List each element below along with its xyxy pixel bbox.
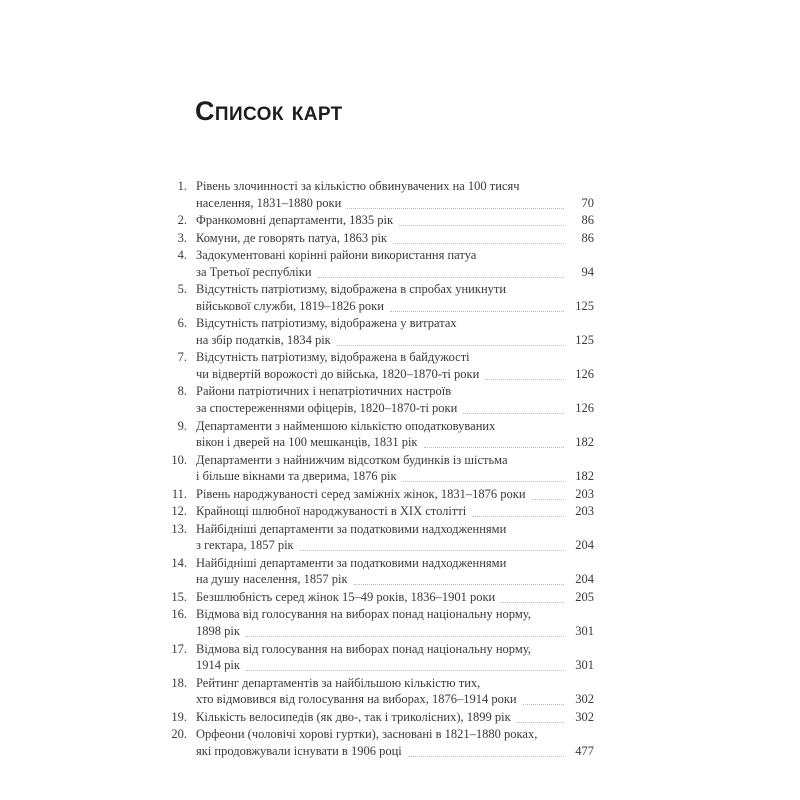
item-text-line: Райони патріотичних і непатріотичних настроїв [196, 384, 452, 399]
toc-item [170, 521, 594, 555]
page-title: Список карт [195, 96, 343, 127]
dot-leader [354, 571, 564, 585]
dot-leader [485, 366, 564, 380]
item-content [196, 452, 594, 486]
toc-item [170, 230, 594, 248]
item-content [196, 486, 594, 504]
item-text-line: Відмова від голосування на виборах понад національну норму, [196, 607, 531, 622]
page-number: 86 [581, 230, 594, 245]
dot-leader [337, 332, 564, 346]
item-number: 13. [171, 521, 187, 536]
dot-leader [472, 503, 564, 517]
item-number: 19. [171, 709, 187, 724]
dot-leader [318, 264, 564, 278]
item-content [196, 349, 594, 383]
item-content [196, 418, 594, 452]
page-number: 203 [575, 486, 594, 501]
item-text-line: Департаменти з найменшою кількістю оподатковуваних [196, 418, 496, 433]
item-number: 6. [177, 316, 187, 331]
item-number: 15. [171, 589, 187, 604]
item-content [196, 315, 594, 349]
item-content [196, 503, 594, 521]
item-text-line: Найбідніші департаменти за податковими надходженнями [196, 521, 507, 536]
item-text-line: Крайнощі шлюбної народжуваності в XIX столітті [196, 504, 467, 519]
item-text-line: на душу населення, 1857 рік [196, 572, 348, 587]
item-number: 17. [171, 641, 187, 656]
dot-leader [390, 298, 564, 312]
page-number: 70 [581, 195, 594, 210]
dot-leader [347, 195, 564, 209]
item-content [196, 709, 594, 727]
item-number: 2. [177, 213, 187, 228]
toc-item [170, 452, 594, 486]
item-number: 9. [177, 418, 187, 433]
page-number: 182 [575, 469, 594, 484]
page-number: 302 [575, 692, 594, 707]
page-number: 205 [575, 589, 594, 604]
item-text-line: Відмова від голосування на виборах понад національну норму, [196, 641, 531, 656]
page-number: 204 [575, 538, 594, 553]
item-text-line: 1898 рік [196, 624, 240, 639]
item-content [196, 606, 594, 640]
item-text-line: Орфеони (чоловічі хорові гуртки), засновані в 1821–1880 роках, [196, 727, 538, 742]
toc-item [170, 349, 594, 383]
item-text-line: хто відмовився від голосування на виборах, 1876–1914 роки [196, 692, 517, 707]
toc-item [170, 418, 594, 452]
item-text-line: Рейтинг департаментів за найбільшою кількістю тих, [196, 675, 481, 690]
item-last-line [196, 212, 594, 230]
toc-item [170, 675, 594, 709]
item-last-line [196, 400, 594, 418]
item-number: 3. [177, 230, 187, 245]
item-number: 20. [171, 727, 187, 742]
item-last-line [196, 657, 594, 675]
item-last-line [196, 691, 594, 709]
dot-leader [463, 400, 564, 414]
dot-leader [399, 212, 564, 226]
toc-item [170, 281, 594, 315]
item-content [196, 589, 594, 607]
item-text-line: вікон і дверей на 100 мешканців, 1831 рік [196, 435, 418, 450]
dot-leader [501, 589, 564, 603]
page-number: 301 [575, 658, 594, 673]
item-text-line: Франкомовні департаменти, 1835 рік [196, 213, 394, 228]
item-content [196, 178, 594, 212]
item-last-line [196, 298, 594, 316]
item-content [196, 675, 594, 709]
item-text-line: Комуни, де говорять патуа, 1863 рік [196, 230, 387, 245]
toc-item [170, 555, 594, 589]
item-last-line [196, 332, 594, 350]
page-number: 477 [575, 743, 594, 758]
item-content [196, 521, 594, 555]
dot-leader [300, 537, 564, 551]
dot-leader [246, 657, 564, 671]
item-last-line [196, 503, 594, 521]
page-number: 182 [575, 435, 594, 450]
dot-leader [246, 623, 564, 637]
item-content [196, 383, 594, 417]
page-number: 203 [575, 504, 594, 519]
dot-leader [393, 230, 564, 244]
item-content [196, 726, 594, 760]
item-text-line: Кількість велосипедів (як дво-, так і триколісних), 1899 рік [196, 709, 511, 724]
item-last-line [196, 537, 594, 555]
item-text-line: Департаменти з найнижчим відсотком будинків із шістьма [196, 452, 508, 467]
item-last-line [196, 743, 594, 761]
item-content [196, 247, 594, 281]
item-content [196, 641, 594, 675]
toc-item [170, 709, 594, 727]
item-last-line [196, 623, 594, 641]
item-content [196, 230, 594, 248]
toc-item [170, 383, 594, 417]
item-text-line: чи відвертій ворожості до війська, 1820–1870-ті роки [196, 366, 480, 381]
item-number: 7. [177, 350, 187, 365]
item-last-line [196, 434, 594, 452]
item-text-line: 1914 рік [196, 658, 240, 673]
item-text-line: з гектара, 1857 рік [196, 538, 294, 553]
toc-item [170, 178, 594, 212]
dot-leader [424, 434, 564, 448]
item-last-line [196, 571, 594, 589]
item-last-line [196, 486, 594, 504]
toc-item [170, 212, 594, 230]
dot-leader [523, 691, 564, 705]
item-text-line: Рівень народжуваності серед заміжніх жінок, 1831–1876 роки [196, 486, 526, 501]
item-text-line: населення, 1831–1880 роки [196, 195, 342, 210]
item-number: 4. [177, 248, 187, 263]
item-text-line: і більше вікнами та дверима, 1876 рік [196, 469, 397, 484]
item-text-line: Безшлюбність серед жінок 15–49 років, 1836–1901 роки [196, 589, 496, 604]
toc-item [170, 315, 594, 349]
item-number: 1. [177, 179, 187, 193]
toc-item [170, 589, 594, 607]
toc-item [170, 503, 594, 521]
item-text-line: військової служби, 1819–1826 роки [196, 298, 384, 313]
dot-leader [532, 486, 564, 500]
item-text-line: за Третьої республіки [196, 264, 312, 279]
item-text-line: Рівень злочинності за кількістю обвинувачених на 100 тисяч [196, 179, 520, 193]
item-text-line: Відсутність патріотизму, відображена у витратах [196, 316, 457, 331]
toc-item [170, 726, 594, 760]
item-text-line: за спостереженнями офіцерів, 1820–1870-ті роки [196, 401, 458, 416]
item-number: 10. [171, 452, 187, 467]
dot-leader [517, 709, 564, 723]
item-text-line: Найбідніші департаменти за податковими надходженнями [196, 555, 507, 570]
item-text-line: на збір податків, 1834 рік [196, 332, 331, 347]
item-last-line [196, 264, 594, 282]
item-number: 11. [171, 486, 187, 501]
item-last-line [196, 709, 594, 727]
toc-item [170, 641, 594, 675]
toc-item [170, 486, 594, 504]
item-number: 8. [177, 384, 187, 399]
page-number: 86 [581, 213, 594, 228]
item-last-line [196, 195, 594, 213]
page-number: 126 [575, 401, 594, 416]
page-number: 301 [575, 624, 594, 639]
page-number: 125 [575, 298, 594, 313]
page-number: 94 [581, 264, 594, 279]
item-last-line [196, 230, 594, 248]
item-text-line: Відсутність патріотизму, відображена в байдужості [196, 350, 470, 365]
item-content [196, 281, 594, 315]
item-text-line: які продовжували існувати в 1906 році [196, 743, 402, 758]
item-number: 16. [171, 607, 187, 622]
item-content [196, 555, 594, 589]
item-last-line [196, 366, 594, 384]
page-number: 126 [575, 366, 594, 381]
item-number: 12. [171, 504, 187, 519]
item-content [196, 212, 594, 230]
page-number: 302 [575, 709, 594, 724]
item-number: 5. [177, 282, 187, 297]
item-last-line [196, 589, 594, 607]
item-last-line [196, 468, 594, 486]
item-number: 14. [171, 555, 187, 570]
toc-item [170, 606, 594, 640]
dot-leader [408, 743, 564, 757]
item-text-line: Задокументовані корінні райони використання патуа [196, 248, 477, 263]
page-number: 204 [575, 572, 594, 587]
toc-item [170, 247, 594, 281]
item-number: 18. [171, 675, 187, 690]
dot-leader [403, 468, 564, 482]
list-of-maps [170, 178, 594, 760]
item-text-line: Відсутність патріотизму, відображена в спробах уникнути [196, 282, 507, 297]
page-number: 125 [575, 332, 594, 347]
